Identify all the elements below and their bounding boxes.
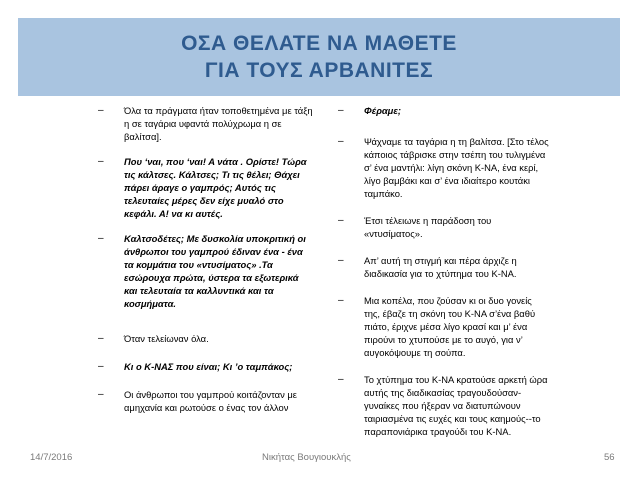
list-item [338,214,550,240]
bullet-dash: – [338,215,344,226]
item-text: Που ‘ναι, που ‘ναι! Α νάτα . Ορίστε! Τώρα τις κάλτσες. Κάλτσες; Τι τις θέλει; Θάχει πάρει άραγε ο γαμπρός; Αυτός τις τελευταίες μέρες δεν είχε μυαλό στο κεφάλι. Α! να κι αυτές. [124,156,307,219]
bullet-dash: – [338,295,344,306]
list-item [98,155,313,220]
title-banner [18,18,620,96]
bullet-dash: – [98,105,104,116]
bullet-dash: – [338,105,344,116]
item-text: Μια κοπέλα, που ζούσαν κι οι δυο γονείς της, έβαζε τη σκόνη του Κ-ΝΑ σ’ένα βαθύ πιάτο, έριχνε μέσα λίγο κρασί και μ’ ένα πιρούνι το χτυπούσε με το αυγό, για ν’ αυγοκόψουμε τη σούπα. [364,295,536,358]
list-item [98,332,313,345]
item-text: Φέραμε; [364,105,401,116]
title-line-2: ΓΙΑ ΤΟΥΣ ΑΡΒΑΝΙΤΕΣ [204,59,434,82]
title-line-1: ΟΣΑ ΘΕΛΑΤΕ ΝΑ ΜΑΘΕΤΕ [181,32,457,55]
item-text: Οι άνθρωποι του γαμπρού κοιτάζονταν με αμηχανία και ρωτούσε ο ένας τον άλλον [124,389,297,413]
bullet-dash: – [98,389,104,400]
item-text: Το χτύπημα του Κ-ΝΑ κρατούσε αρκετή ώρα αυτής της διαδικασίας τραγουδούσαν- γυναίκες που ήξεραν να διατυπώνουν ταιριασμένα τις ευχές και τους καημούς--το παραπονιάρικα τραγούδι του Κ-ΝΑ. [364,374,548,437]
list-item [98,232,313,310]
footer-date: 14/7/2016 [30,452,73,463]
item-text: Καλτσοδέτες; Με δυσκολία υποκριτική οι άνθρωποι του γαμπρού έδιναν ένα - ένα τα κομμάτια του «ντυσίματος» .Τα εσώρουχα πρώτα, ύστερα τα εξωτερικά και τελευταία τα καλλυντικά και τα κοσμήματα. [124,233,306,309]
right-column [338,104,550,438]
footer-page-number: 56 [604,452,615,463]
list-item [338,294,550,359]
item-text: Ψάχναμε τα ταγάρια η τη βαλίτσα. [Στο τέλος κάποιος τάβρισκε στην τσέπη του τυλιγμένα σ’ ένα μαντήλι: λίγη σκόνη Κ-ΝΑ, ένα κερί, λίγο βαμβάκι και σ’ ένα ιδιαίτερο κουτάκι ταμπάκο. [364,136,549,199]
bullet-dash: – [98,361,104,372]
list-item [338,135,550,200]
left-column [98,104,313,414]
list-item [338,373,550,438]
bullet-dash: – [98,333,104,344]
bullet-dash: – [338,255,344,266]
item-text: Όλα τα πράγματα ήταν τοποθετημένα με τάξη η σε ταγάρια υφαντά πολύχρωμα η σε βαλίτσα]. [124,105,313,142]
bullet-dash: – [98,156,104,167]
item-text: Όταν τελείωναν όλα. [124,333,209,344]
list-item [338,104,550,117]
bullet-dash: – [338,374,344,385]
list-item [98,360,313,373]
item-text: Κι ο Κ-ΝΑΣ που είναι; Κι ’ο ταμπάκος; [124,361,293,372]
list-item [98,104,313,143]
bullet-dash: – [98,233,104,244]
bullet-dash: – [338,136,344,147]
list-item [338,254,550,280]
list-item [98,388,313,414]
item-text: Έτσι τέλειωνε η παράδοση του «ντυσίματος». [364,215,492,239]
footer-author: Νικήτας Βουγιουκλής [262,452,351,463]
item-text: Απ’ αυτή τη στιγμή και πέρα άρχιζε η διαδικασία για το χτύπημα του Κ-ΝΑ. [364,255,517,279]
